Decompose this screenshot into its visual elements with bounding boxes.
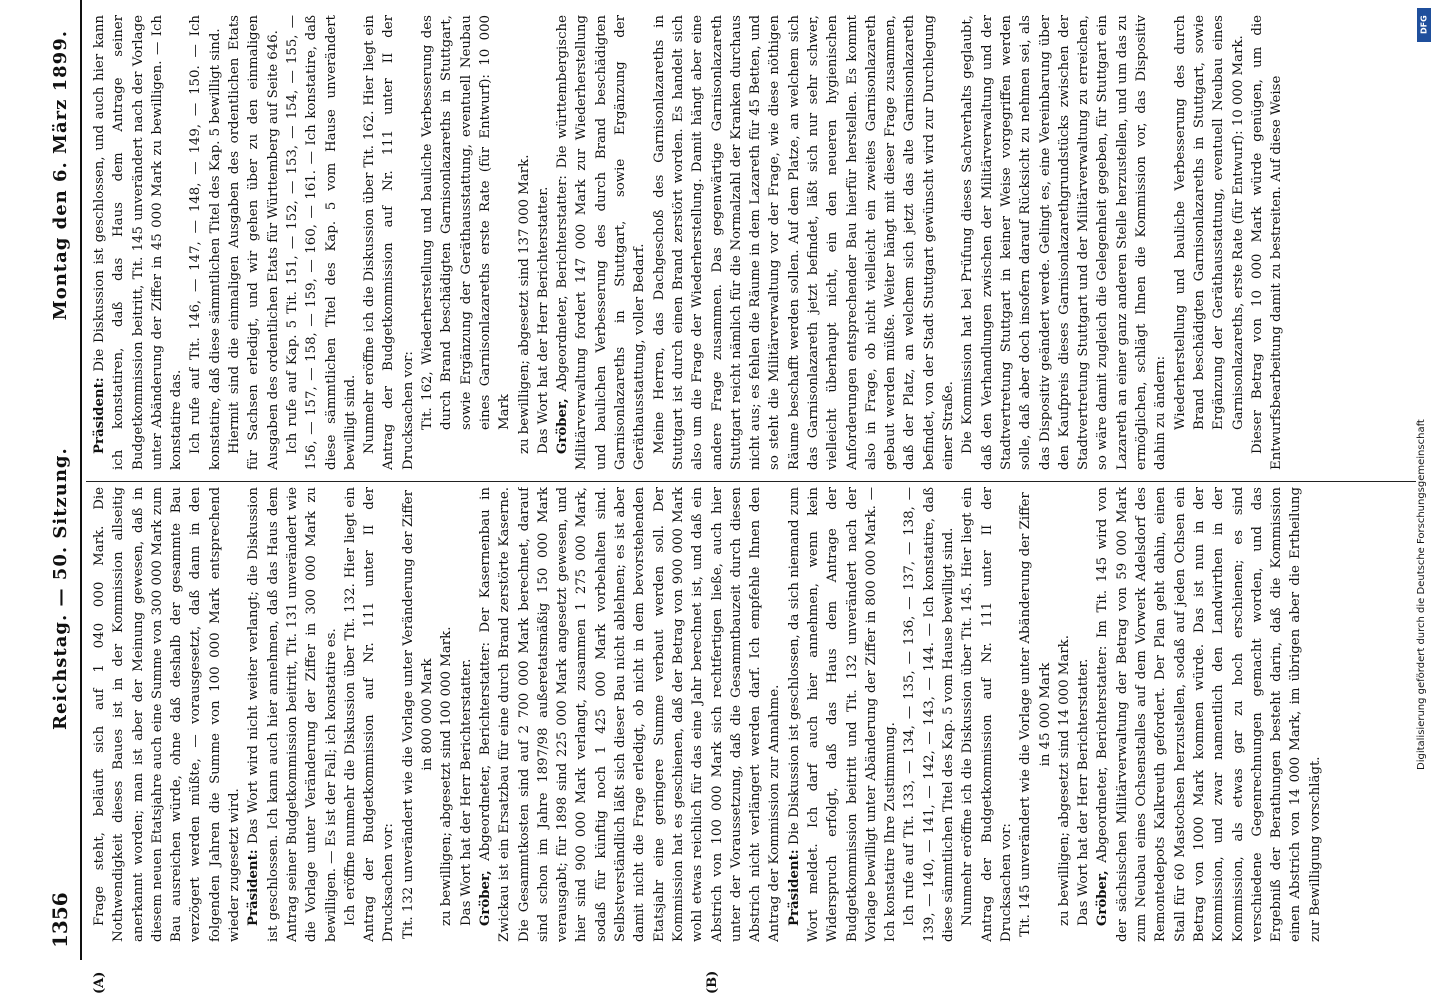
paragraph-text: Tit. 145 unverändert wie die Vorlage unter Abänderung der Ziffer in 45 000 Mark — [1018, 492, 1053, 937]
paragraph-text: Abgeordneter, Berichterstatter: Der Kasernenbau in Zwickau ist ein Ersatzbau für eine durch Brand zerstörte Kaserne. Die Gesammtkosten sind auf 2 700 000 Mark berechnet, darauf sind schon im Jahre 1897/98 außeretatsmäßig 150 000 Mark verausgabt; für 1898 sind 225 000 Mark angesetzt gewesen, und hier sind 900 000 Mark verlangt, zusammen 1 275 000 Mark, sodaß für künftig noch 1 425 000 Mark vorbehalten sind. Selbstverständlich läßt sich dieser Bau nicht ablehnen; es ist aber damit nicht die Frage erledigt, ob nicht in dem bevorstehenden Etatsjahr eine geringere Summe verbaut werden soll. Der Kommission hat es geschienen, daß der Betrag von 900 000 Mark wohl etwas reichlich für das eine Jahr berechnet ist, und daß ein Abstrich von 100 000 Mark sich rechtfertigen ließe, auch hier unter der Voraussetzung, daß die Gesammtbauzeit durch diesen Abstrich nicht verlängert werden darf. Ich empfehle Ihnen den Antrag der Kommission zur Annahme. — [477, 487, 783, 942]
paragraph — [90, 487, 244, 942]
paragraph — [1093, 487, 1325, 942]
paragraph-text: Ich rufe auf Kap. 5 Tit. 151, — 152, — 153, — 154, — 155, — 156, — 157, — 158, — 159, — 160, — 161. — Ich konstatire, daß diese sämmtlichen Titel des Kap. 5 vom Hause unverändert bewilligt sind. — [284, 15, 358, 470]
speaker-name: Gröber, — [1095, 870, 1111, 926]
page-number: 1356 — [48, 892, 72, 948]
margin-marker-b: (B) — [705, 970, 720, 994]
page-header — [40, 0, 82, 960]
paragraph — [418, 15, 514, 470]
paragraph-text: Ich rufe auf Tit. 146, — 147, — 148, — 149, — 150. — Ich konstatire, daß diese sämmtlichen Titel des Kap. 5 bewilligt sind. — [188, 15, 223, 470]
paragraph — [457, 487, 476, 942]
paragraph-text: Die Kommission hat bei Prüfung dieses Sachverhalts geglaubt, daß den Verhandlungen zwischen der Militärverwaltung und der Stadtvertretung Stuttgart in keiner Weise vorgegriffen werden solle, daß aber doch insofern darauf Rücksicht zu nehmen sei, als das Dispositiv geändert werde. Gelingt es, eine Vereinbarung über den Kaufpreis dieses Garnisonlazarethgrundstücks zwischen der Stadtvertretung Stuttgart und der Militärverwaltung zu erreichen, so wäre damit zugleich die Gelegenheit gegeben, für Stuttgart ein Lazareth an einer ganz anderen Stelle herzustellen, und um das zu ermöglichen, schlägt Ihnen die Kommission vor, das Dispositiv dahin zu ändern: — [960, 15, 1169, 470]
paragraph — [1016, 487, 1055, 942]
digitization-note: Digitalisierung gefördert durch die Deutsche Forschungsgemeinschaft — [1416, 419, 1427, 770]
paragraph — [341, 487, 399, 942]
speaker-name: Präsident: — [246, 849, 262, 926]
paragraph — [650, 15, 959, 470]
session-title: Reichstag. — 50. Sitzung. — [50, 447, 71, 730]
speaker-name: Präsident: — [92, 377, 107, 454]
paragraph — [360, 15, 418, 470]
paragraph — [244, 487, 340, 942]
paragraph — [1074, 487, 1093, 942]
paragraph — [1055, 487, 1074, 942]
paragraph-text: Ich rufe auf Tit. 133, — 134, — 135, — 136, — 137, — 138, — 139, — 140, — 141, — 142, — 143, — 144. — Ich konstatire, daß diese sämmtlichen Titel des Kap. 5 vom Hause bewilligt sind. — [902, 487, 957, 942]
paragraph-text: Die Diskussion ist geschlossen, da sich niemand zum Wort meldet. Ich darf auch hier annehmen, wenn kein Widerspruch erfolgt, daß das Haus dem Antrage der Budgetkommission beitritt und Tit. 132 unverändert nach der Vorlage bewilligt unter Abänderung der Ziffer in 800 000 Mark. — Ich konstatire Ihre Zustimmung. — [786, 487, 899, 942]
paragraph-text: Das Wort hat der Herr Berichterstatter. — [1076, 658, 1092, 926]
paragraph-text: Meine Herren, das Dachgeschoß des Garnisonlazareths in Stuttgart ist durch einen Brand zerstört worden. Es handelt sich also um die Frage der Wiederherstellung. Damit hängt aber eine andere Frage zusammen. Das gegenwärtige Garnisonlazareth Stuttgart reicht nämlich für die Normalzahl der Kranken durchaus nicht aus; es fehlen die Räume in dem Lazareth für 45 Betten, und so steht die Militärverwaltung vor der Frage, wie diese nöthigen Räume beschafft werden sollen. Auf dem Platze, an welchem sich das Garnisonlazareth jetzt befindet, läßt sich nur sehr schwer, vielleicht überhaupt nicht, ein den neueren hygienischen Anforderungen entsprechender Bau hierfür herstellen. Es kommt also in Frage, ob nicht vielleicht ein zweites Garnisonlazareth gebaut werden müßte. Weiter hängt mit dieser Frage zusammen, daß der Platz, an welchem sich jetzt das alte Garnisonlazareth befindet, von der Stadt Stuttgart gewünscht wird zur Durchlegung einer Straße. — [651, 15, 957, 470]
paragraph-text: Nunmehr eröffne ich die Diskussion über Tit. 162. Hier liegt ein Antrag der Budgetkommission auf Nr. 111 unter II der Drucksachen vor: — [362, 15, 416, 470]
paragraph — [515, 15, 534, 470]
speaker-name: Gröber, — [555, 398, 571, 454]
paragraph-text: Ich eröffne nunmehr die Diskussion über Tit. 132. Hier liegt ein Antrag der Budgetkommission auf Nr. 111 unter II der Drucksachen vor: — [342, 487, 397, 942]
paragraph — [90, 15, 186, 470]
paragraph — [900, 487, 958, 942]
dfg-logo: DFG — [1417, 8, 1431, 42]
speaker-name: Präsident: — [786, 849, 802, 926]
paragraph — [399, 487, 438, 942]
paragraph-text: Hiermit sind die einmaligen Ausgaben des ordentlichen Etats für Sachsen erledigt, und wir gehen über zu den einmaligen Ausgaben des ordentlichen Etats für Württemberg auf Seite 646. — [227, 15, 281, 470]
paragraph — [534, 15, 553, 470]
paragraph-text: Wiederherstellung und bauliche Verbesserung des durch Brand beschädigten Garnisonlazareths in Stuttgart, sowie Ergänzung der Geräthausstattung, eventuell Neubau eines Garnisonlazareths, erste Rate (für Entwurf): 10 000 Mark. — [1172, 15, 1246, 430]
paragraph-text: Das Wort wird nicht weiter verlangt; die Diskussion ist geschlossen. Ich kann auch hier annehmen, daß das Haus dem Antrag seiner Budgetkommission beitritt, Tit. 131 unverändert wie die Vorlage unter Veränderung der Ziffer in 300 000 Mark zu bewilligen. — Es ist der Fall; ich konstatire es. — [246, 487, 339, 942]
left-text-column — [90, 487, 1420, 942]
paragraph — [283, 15, 360, 470]
session-date: Montag den 6. März 1899. — [50, 30, 71, 321]
paragraph-text: zu bewilligen; abgesetzt sind 137 000 Mark. — [516, 154, 532, 454]
paragraph — [958, 15, 1170, 470]
speaker-name: Gröber, — [477, 870, 493, 926]
paragraph-text: Das Wort hat der Herr Berichterstatter. — [458, 658, 474, 926]
paragraph-text: zu bewilligen; abgesetzt sind 100 000 Mark. — [439, 626, 455, 926]
rotated-page — [40, 0, 1434, 994]
paragraph-text: Tit. 132 unverändert wie die Vorlage unter Veränderung der Ziffer in 800 000 Mark — [400, 489, 436, 940]
paragraph — [553, 15, 649, 470]
paragraph — [186, 15, 225, 470]
paragraph-text: Tit. 162, Wiederherstellung und bauliche Verbesserung des durch Brand beschädigten Garnisonlazareths in Stuttgart, sowie Ergänzung der Geräthausstattung, eventuell Neubau eines Garnisonlazareths erste Rate (für Entwurf): 10 000 Mark — [420, 15, 513, 430]
paragraph — [225, 15, 283, 470]
paragraph-text: Frage steht, beläuft sich auf 1 040 000 Mark. Die Nothwendigkeit dieses Baues ist in der Kommission allseitig anerkannt worden; man ist aber der Meinung gewesen, daß in diesem neuen Etatsjahre auch eine Summe von 300 000 Mark zum Bau ausreichen würde, ohne daß deshalb der gesammte Bau verzögert werden müßte, — vorausgesetzt, daß dann in den folgenden Jahren die Summe von 100 000 Mark entsprechend wieder zugesetzt wird. — [92, 487, 243, 942]
paragraph — [1248, 15, 1287, 470]
paragraph-text: zu bewilligen; abgesetzt sind 14 000 Mark. — [1056, 635, 1072, 926]
margin-marker-a: (A) — [92, 971, 107, 994]
paragraph-text: Dieser Betrag von 10 000 Mark würde genügen, um die Entwurfsbearbeitung damit zu bestreiten. Auf diese Weise — [1249, 15, 1285, 470]
paragraph — [476, 487, 785, 942]
paragraph — [1171, 15, 1248, 470]
right-text-column — [90, 15, 1420, 470]
paragraph-text: Abgeordneter, Berichterstatter: Die württembergische Militärverwaltung fordert 147 000 Mark zur Wiederherstellung und baulichen Verbesserung des durch Brand beschädigten Garnisonlazareths in Stuttgart, sowie Ergänzung der Geräthausstattung, voller Bedarf. — [555, 15, 648, 470]
paragraph — [958, 487, 1016, 942]
paragraph-text: Das Wort hat der Herr Berichterstatter. — [535, 186, 551, 454]
paragraph-text: Abgeordneter, Berichterstatter: Im Tit. 145 wird von der sächsischen Militärverwaltung der Betrag von 59 000 Mark zum Neubau eines Ochsenstalles auf dem Vorwerk Adelsdorf des Remontedepots Kalkreuth gefordert. Der Plan geht dahin, einen Stall für 60 Mastochsen herzustellen, sodaß auf jeden Ochsen ein Betrag von 1000 Mark kommen würde. Das ist nun in der Kommission, und zwar namentlich den Landwirthen in der Kommission, als etwas gar zu hoch erschienen; es sind verschiedene Gegenrechnungen gemacht worden, und das Ergebniß der Berathungen besteht darin, daß die Kommission einen Abstrich von 14 000 Mark, im übrigen aber die Ertheilung zur Bewilligung vorschlägt. — [1095, 487, 1323, 942]
paragraph-text: Nunmehr eröffne ich die Diskussion über Tit. 145. Hier liegt ein Antrag der Budgetkommission auf Nr. 111 unter II der Drucksachen vor: — [960, 487, 1014, 942]
paragraph-text: Die Diskussion ist geschlossen, und auch hier kann ich konstatiren, daß das Haus dem Antrage seiner Budgetkommission beitritt, Tit. 145 unverändert nach der Vorlage unter Abänderung der Ziffer in 45 000 Mark zu bewilligen. — Ich konstatire das. — [92, 15, 185, 470]
column-divider — [86, 481, 1416, 482]
paragraph — [437, 487, 456, 942]
paragraph — [785, 487, 901, 942]
